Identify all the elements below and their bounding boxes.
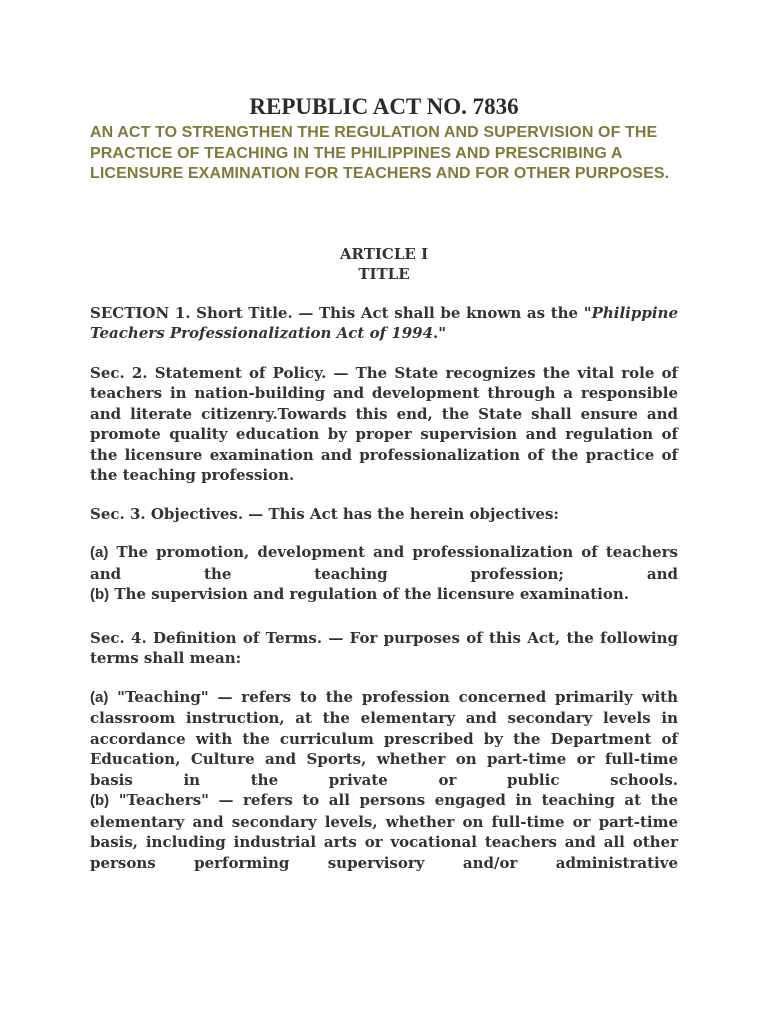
objective-b-text: The supervision and regulation of the licensure examination. <box>109 585 629 603</box>
definition-a <box>90 687 678 791</box>
short-title: Philippine Teachers Professionalization Act of 1994 <box>90 303 678 342</box>
article-name: TITLE <box>358 265 410 283</box>
document-title: REPUBLIC ACT NO. 7836 <box>249 94 519 119</box>
definition-b-text: "Teachers" — refers to all persons engaged in teaching at the elementary and secondary levels, whether on full-time or part-time basis, including industrial arts or vocational teachers and all other persons performing supervisory and/or administrative <box>90 791 678 872</box>
section-3: Sec. 3. Objectives. — This Act has the herein objectives: <box>90 504 559 523</box>
section-4: Sec. 4. Definition of Terms. — For purposes of this Act, the following terms shall mean: <box>90 628 678 667</box>
objective-a <box>90 542 678 584</box>
section-1-heading: SECTION 1. Short Title. — This Act shall be known as the " <box>90 303 592 322</box>
definition-b-label: (b) <box>90 792 110 809</box>
objective-b <box>90 584 678 606</box>
article-number: ARTICLE I <box>339 244 429 263</box>
objective-a-text: The promotion, development and professionalization of teachers and the teaching profession; and <box>90 543 678 583</box>
article-heading <box>90 244 678 285</box>
objective-a-label: (a) <box>90 544 109 561</box>
document-page <box>90 94 678 873</box>
definition-a-label: (a) <box>90 688 109 706</box>
act-description: AN ACT TO STRENGTHEN THE REGULATION AND SUPERVISION OF THE PRACTICE OF TEACHING IN THE PHILIPPINES AND PRESCRIBING A LICENSURE EXAMINATION FOR TEACHERS AND FOR OTHER PURPOSES. <box>90 124 670 182</box>
definition-a-text: "Teaching" — refers to the profession concerned primarily with classroom instruction, at the elementary and secondary levels in accordance with the curriculum prescribed by the Department of Education, Culture and Sports, whether on part-time or full-time basis in the private or public schools. <box>90 687 678 789</box>
section-2: Sec. 2. Statement of Policy. — The State recognizes the vital role of teachers in nation-building and development through a responsible and literate citizenry.Towards this end, the State shall ensure and promote quality education by proper supervision and regulation of the licensure examination and professionalization of the practice of the teaching profession. <box>90 363 678 484</box>
section-3-objectives <box>90 542 678 606</box>
definition-b <box>90 790 678 873</box>
section-1 <box>90 303 678 344</box>
section-4-definitions <box>90 687 678 874</box>
section-1-close: ." <box>433 324 447 342</box>
objective-b-label: (b) <box>90 586 110 603</box>
